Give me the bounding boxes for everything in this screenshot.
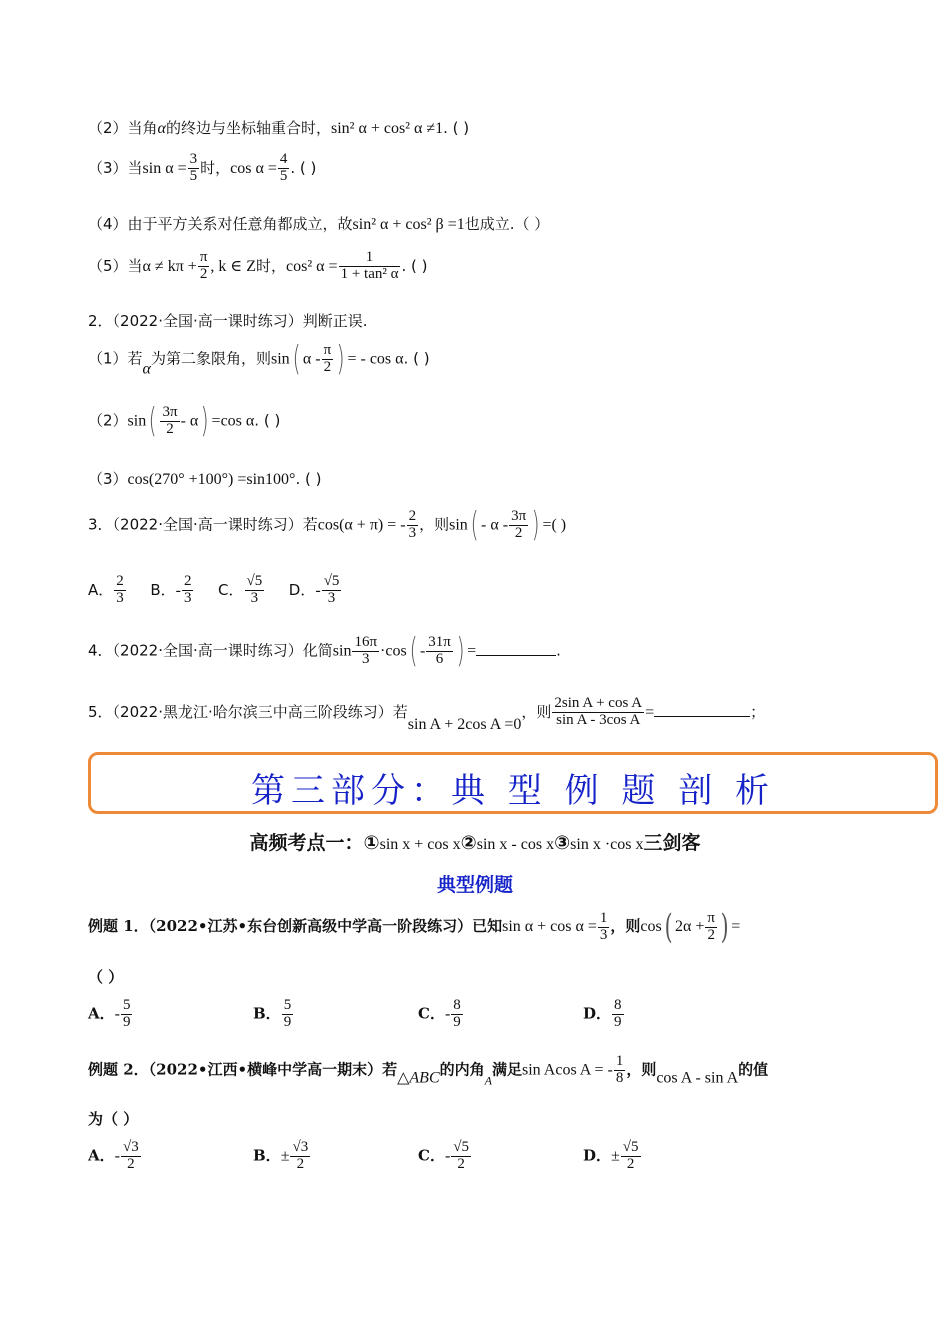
fraction: $\frac{√3}{2}$ xyxy=(292,1139,309,1172)
ex2-line2: 为（ ） xyxy=(88,1110,139,1128)
fraction: $\frac{5}{9}$ xyxy=(283,997,292,1030)
q2-item-1: （1）若α为第二象限角，则sin( α - $\frac{\pi}{2}$ ) = - cos α. ( ) xyxy=(88,339,430,379)
fraction: $\frac{√5}{3}$ xyxy=(246,573,263,606)
ex2-option-c[interactable]: C．- $\frac{√5}{2}$ xyxy=(418,1139,470,1172)
fraction: $\frac{\pi}{2}$ xyxy=(323,341,332,375)
ex2-option-d[interactable]: D．± $\frac{√5}{2}$ xyxy=(583,1139,639,1172)
fraction: $\frac{\pi}{2}$ xyxy=(707,909,715,943)
q3-options xyxy=(88,574,342,607)
fraction: $\frac{√5}{2}$ xyxy=(453,1139,470,1172)
q5-stem: 5．（2022·黑龙江·哈尔滨三中高三阶段练习）若sin A + 2cos A =0，则 $\frac{\text{2sin A + cos A}}{\text{sin A - 3cos A}}$ = ； xyxy=(88,695,766,733)
ex1-option-b[interactable]: B． $\frac{5}{9}$ xyxy=(253,997,292,1030)
answer-blank[interactable] xyxy=(654,716,750,717)
q2-title: 2．（2022·全国·高一课时练习）判断正误. xyxy=(88,312,368,330)
q1-item-3: （3）当sin α = $\frac{3}{5}$ 时，cos α = $\frac{4}{5}$ . ( ) xyxy=(88,151,317,184)
fraction: $\frac{3\pi}{2}$ xyxy=(511,507,527,541)
q1-item-2: （2）当角α的终边与坐标轴重合时，sin² α + cos² α ≠1. ( ) xyxy=(88,119,470,137)
ex1-stem: 例题 1．（2022•江苏•东台创新高级中学高一阶段练习）已知sin α + cos α = $\frac{1}{3}$ ，则cos( 2α + $\frac{\pi}{2}$ ) = xyxy=(88,907,741,947)
fraction: $\frac{3\pi}{2}$ xyxy=(162,403,178,437)
fraction: $\frac{1}{8}$ xyxy=(615,1053,624,1086)
fraction: $\frac{16\pi}{3}$ xyxy=(354,633,378,667)
fraction: $\frac{5}{9}$ xyxy=(122,997,131,1030)
fraction: $\frac{\pi}{2}$ xyxy=(199,249,208,282)
fraction: $\frac{2}{3}$ xyxy=(183,573,192,606)
fraction: $\frac{4}{5}$ xyxy=(279,151,288,184)
q2-item-2: （2）sin( $\frac{3\pi}{2}$ - α) =cos α. ( ) xyxy=(88,401,281,441)
q4-stem: 4．（2022·全国·高一课时练习）化简sin $\frac{16\pi}{3}$ ·cos( - $\frac{31\pi}{6}$ ) = . xyxy=(88,631,561,671)
ex1-option-a[interactable]: A．- $\frac{5}{9}$ xyxy=(88,997,131,1030)
ex2-option-b[interactable]: B．± $\frac{√3}{2}$ xyxy=(253,1139,309,1172)
section-banner xyxy=(88,752,938,814)
q2-item-3: （3）cos(270° +100°) =sin100°. ( ) xyxy=(88,470,322,488)
q3-option-b[interactable]: B．- $\frac{2}{3}$ xyxy=(150,573,192,606)
fraction: $\frac{√5}{3}$ xyxy=(323,573,340,606)
fraction: $\frac{8}{9}$ xyxy=(453,997,461,1030)
fraction: $\frac{8}{9}$ xyxy=(614,997,622,1030)
q3-stem: 3．（2022·全国·高一课时练习）若cos(α + π) = - $\frac{2}{3}$ ，则sin( - α - $\frac{3\pi}{2}$ ) =( ) xyxy=(88,505,567,545)
fraction: $\frac{√3}{2}$ xyxy=(122,1139,139,1172)
q3-option-a[interactable]: A． $\frac{2}{3}$ xyxy=(88,573,124,606)
point-title: 高频考点一：①sin x + cos x②sin x - cos x③sin x ·cos x三剑客 xyxy=(249,832,701,854)
fraction: $\frac{31\pi}{6}$ xyxy=(428,633,451,667)
fraction: $\frac{2}{3}$ xyxy=(408,507,417,541)
fraction: $\frac{\text{2sin A + cos A}}{\text{sin A - 3cos A}}$ xyxy=(554,695,643,728)
fraction: $\frac{3}{5}$ xyxy=(189,151,198,184)
ex2-stem: 例题 2．（2022•江西•横峰中学高一期末）若△ABC的内角$_A$满足sin Acos A = - $\frac{1}{8}$ ，则cos A - sin A的值 xyxy=(88,1053,769,1088)
ex2-option-a[interactable]: A．- $\frac{√3}{2}$ xyxy=(88,1139,139,1172)
fraction: $\frac{1}{3}$ xyxy=(599,909,608,943)
fraction: $\frac{√5}{2}$ xyxy=(622,1139,639,1172)
ex1-paren: （ ） xyxy=(88,968,124,986)
fraction: $\frac{2}{3}$ xyxy=(116,573,124,606)
q1-item-5: （5）当α ≠ kπ + $\frac{\pi}{2}$ , k ∈ Z时，cos² α = $\frac{1}{\text{1 + tan² α}}$ . ( ) xyxy=(88,249,428,282)
ex1-option-d[interactable]: D． $\frac{8}{9}$ xyxy=(583,997,622,1030)
ex1-option-c[interactable]: C．- $\frac{8}{9}$ xyxy=(418,997,461,1030)
q1-item-4: （4）由于平方关系对任意角都成立，故sin² α + cos² β =1也成立.（ ） xyxy=(88,215,550,233)
q3-option-c[interactable]: C． $\frac{√5}{3}$ xyxy=(218,573,263,606)
typical-heading: 典型例题 xyxy=(436,874,513,896)
q3-option-d[interactable]: D．- $\frac{√5}{3}$ xyxy=(288,573,340,606)
section-title: 第三部分：典 型 例 题 剖 析 xyxy=(250,771,776,811)
answer-blank[interactable] xyxy=(476,655,556,656)
fraction: $\frac{1}{\text{1 + tan² α}}$ xyxy=(340,249,399,282)
